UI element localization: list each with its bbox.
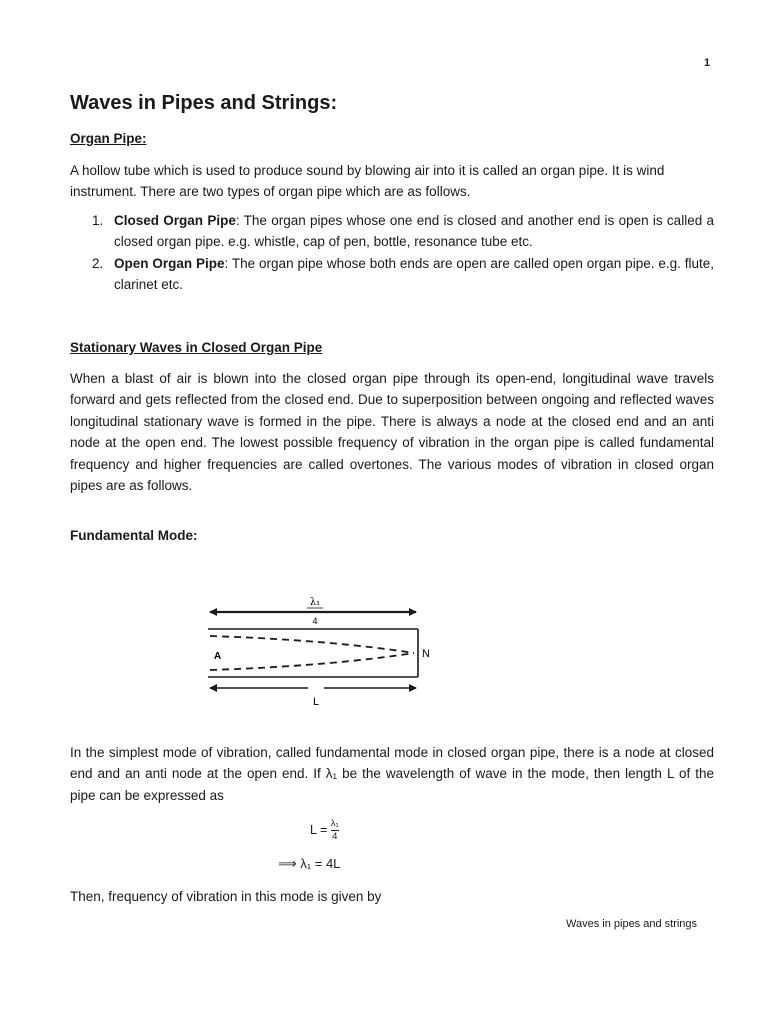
list-item-text: : The organ pipe whose both ends are open are called open organ pipe. e.g. flute, clarinet etc. (114, 255, 714, 293)
list-item-open-organ-pipe (70, 253, 714, 296)
organ-pipe-types-list (70, 210, 714, 296)
page-number: 1 (704, 57, 711, 69)
organ-pipe-heading: Organ Pipe: (70, 131, 147, 146)
length-equation-fraction (331, 819, 339, 842)
wavelength-fraction-denominator: 4 (312, 616, 318, 626)
document-title: Waves in Pipes and Strings: (70, 92, 338, 114)
frequency-intro: Then, frequency of vibration in this mode is given by (70, 889, 382, 904)
page-footer: Waves in pipes and strings (566, 918, 698, 930)
wavelength-equation: ⟹ λ₁ = 4L (278, 856, 341, 871)
wavelength-fraction-numerator: λ₁ (309, 597, 321, 608)
closed-pipe-fundamental-diagram (200, 588, 450, 718)
length-equation-lhs: L = (310, 822, 328, 837)
fundamental-mode-body: In the simplest mode of vibration, called fundamental mode in closed organ pipe, there is a node at closed end and an anti node at the open end. If λ₁ be the wavelength of wave in the mode, then length L of the pipe can be expressed as (70, 745, 714, 803)
antinode-label: A (214, 651, 222, 662)
displacement-curve-lower (210, 653, 414, 670)
length-equation-numerator: λ₁ (330, 818, 339, 829)
displacement-curve-upper (210, 636, 414, 653)
list-item-closed-organ-pipe (70, 210, 714, 253)
list-item-term: Closed Organ Pipe (114, 213, 236, 228)
organ-pipe-intro: A hollow tube which is used to produce sound by blowing air into it is called an organ pipe. It is wind instrument. There are two types of organ pipe which are as follows. (70, 163, 665, 200)
list-item-number: 1. (92, 213, 104, 228)
list-item-term: Open Organ Pipe (114, 255, 225, 271)
list-item-number: 2. (92, 255, 104, 271)
stationary-waves-heading: Stationary Waves in Closed Organ Pipe (70, 340, 323, 355)
stationary-waves-body: When a blast of air is blown into the closed organ pipe through its open-end, longitudinal wave travels forward and gets reflected from the closed end. Due to superposition between ongoing and reflected waves longitudinal stationary wave is formed in the pipe. There is always a node at the closed end and an anti node at the open end. The lowest possible frequency of vibration in the organ pipe is called fundamental frequency and higher frequencies are called overtones. The various modes of vibration in closed organ pipes are as follows. (70, 371, 714, 494)
length-equation (310, 819, 339, 842)
length-equation-denominator: 4 (332, 831, 338, 842)
list-item-text: : The organ pipes whose one end is closed and another end is open is called a closed organ pipe. e.g. whistle, cap of pen, bottle, resonance tube etc. (114, 213, 715, 250)
node-label: N (422, 648, 430, 660)
fundamental-mode-heading: Fundamental Mode: (70, 528, 198, 543)
length-label: L (312, 696, 320, 708)
